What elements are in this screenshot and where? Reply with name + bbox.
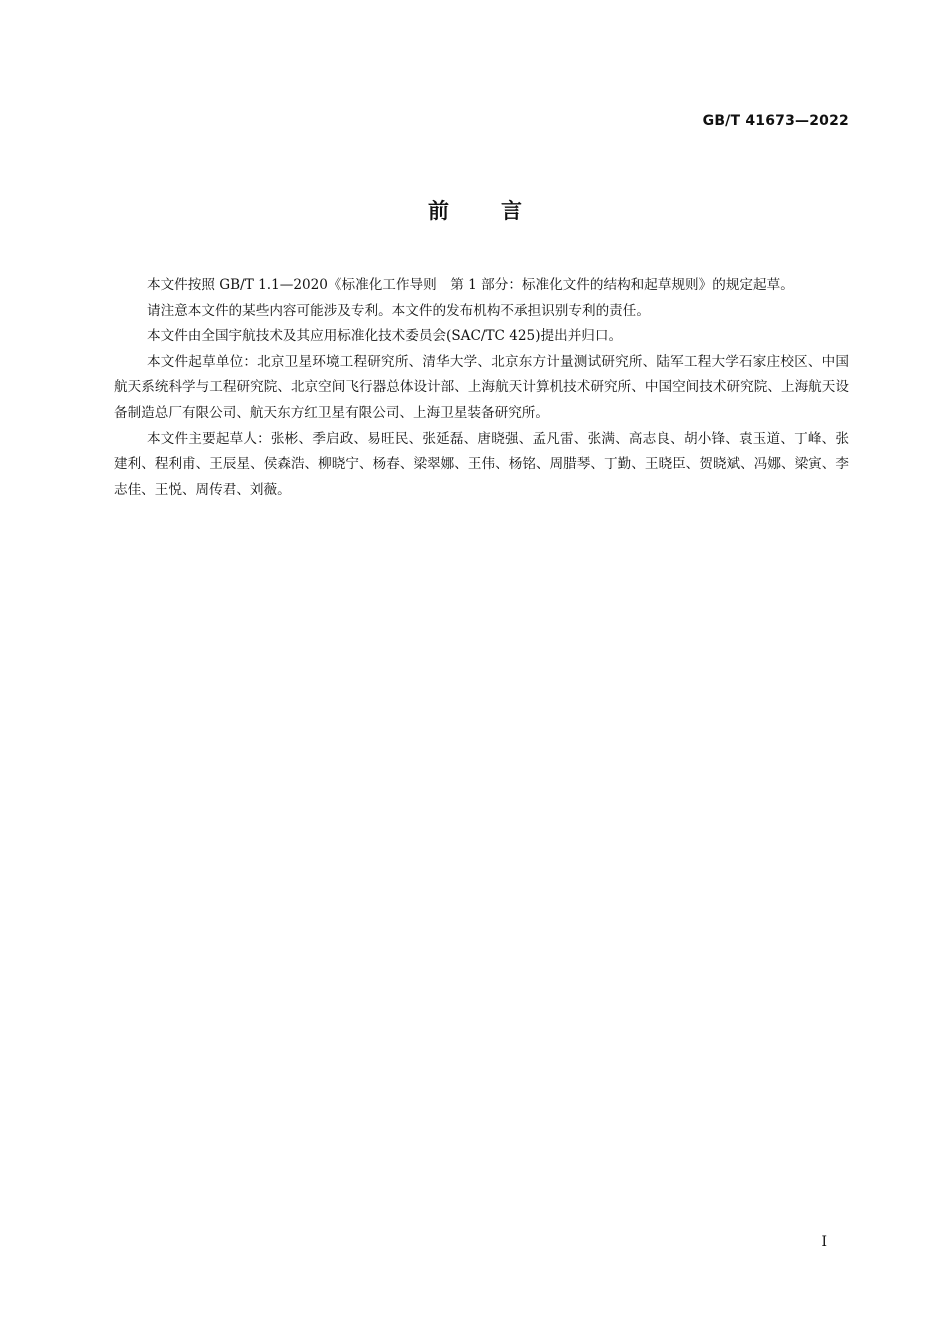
paragraph-drafters: 本文件主要起草人：张彬、季启政、易旺民、张延磊、唐晓强、孟凡雷、张满、高志良、胡小锋、袁玉道、丁峰、张建利、程利甫、王辰星、侯森浩、柳晓宁、杨春、梁翠娜、王伟、杨铭、周腊琴、丁勤、王晓臣、贺晓斌、冯娜、梁寅、李志佳、王悦、周传君、刘薇。 xyxy=(114,430,849,498)
paragraph-drafting-rules: 本文件按照 GB/T 1.1—2020《标准化工作导则 第 1 部分：标准化文件的结构和起草规则》的规定起草。 xyxy=(147,277,794,293)
page-number: I xyxy=(821,1234,827,1250)
paragraph-drafting-units: 本文件起草单位：北京卫星环境工程研究所、清华大学、北京东方计量测试研究所、陆军工程大学石家庄校区、中国航天系统科学与工程研究院、北京空间飞行器总体设计部、上海航天计算机技术研究所、中国空间技术研究院、上海航天设备制造总厂有限公司、航天东方红卫星有限公司、上海卫星装备研究所。 xyxy=(114,353,849,421)
standard-number: GB/T 41673—2022 xyxy=(702,113,849,129)
foreword-body xyxy=(114,273,849,503)
page-title: 前言 xyxy=(428,199,574,223)
paragraph-committee: 本文件由全国宇航技术及其应用标准化技术委员会(SAC/TC 425)提出并归口。 xyxy=(147,328,623,345)
paragraph-patent-notice: 请注意本文件的某些内容可能涉及专利。本文件的发布机构不承担识别专利的责任。 xyxy=(147,302,650,319)
